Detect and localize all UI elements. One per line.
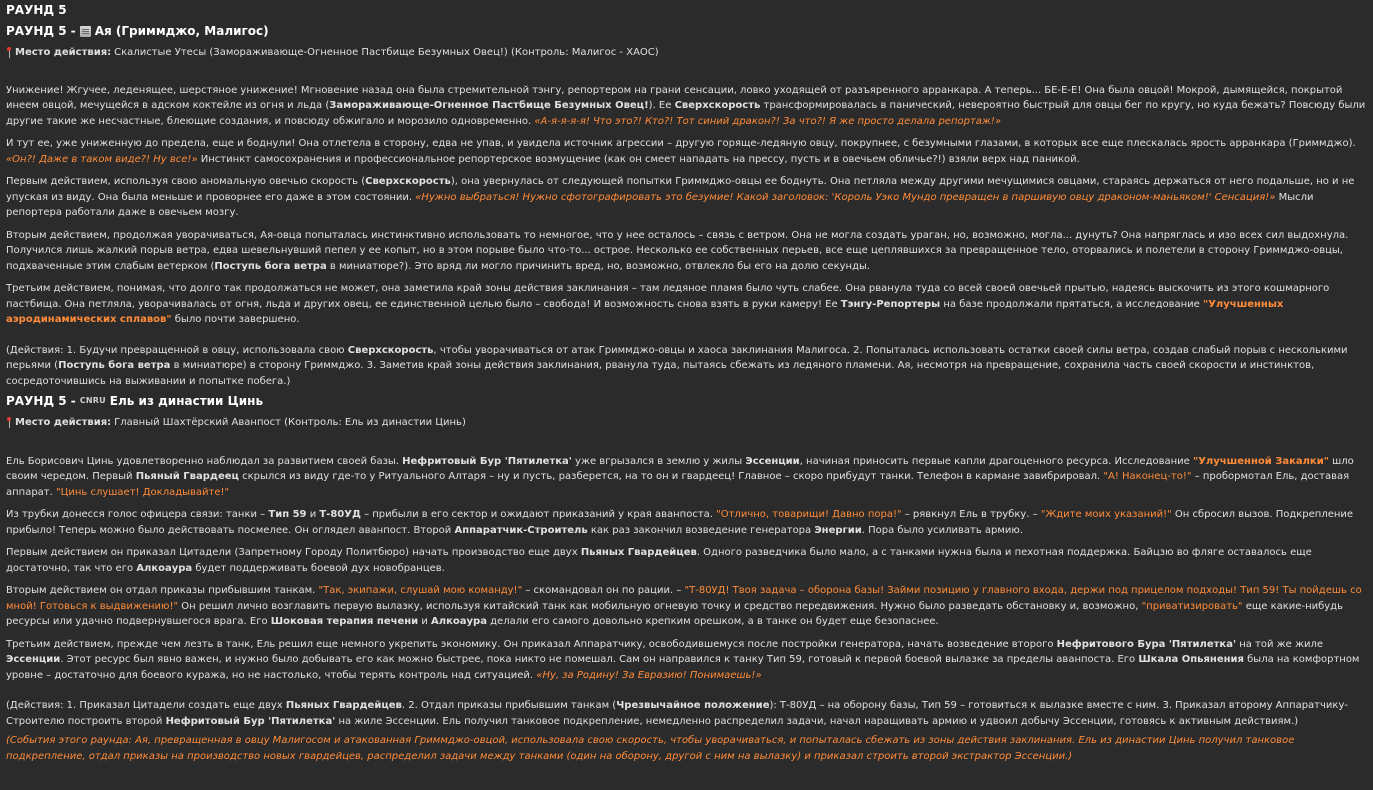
location-label: Место действия: bbox=[15, 417, 112, 428]
bold-text: Пьяных Гвардейцев bbox=[580, 547, 697, 558]
text: – пробормотал Ель, доставая аппарат. bbox=[6, 471, 1350, 498]
location-line bbox=[6, 415, 1367, 431]
round-label: РАУНД 5 bbox=[6, 3, 67, 17]
text: . 2. Отдал приказы прибывшим танкам ( bbox=[401, 700, 617, 711]
text: и bbox=[306, 509, 320, 520]
bold-text: Поступь бога ветра bbox=[58, 360, 171, 371]
spacer bbox=[6, 690, 1367, 698]
heading-name: Ая (Гриммджо, Малигос) bbox=[94, 24, 269, 38]
text: Инстинкт самосохранения и профессиональное репортерское возмущение (как он смеет нападать на прессу, пусть и в овечьем обличье?!) взяли верх над паникой. bbox=[197, 153, 1080, 165]
heading-prefix: РАУНД 5 - bbox=[6, 394, 76, 408]
text: Третьим действием, понимая, что долго так продолжаться не может, она заметила край зоны действия заклинания – там ледяное пламя было чуть слабее. Она рванула туда со всей своей овечьей прытью, надеясь выскочить из этого кошмарного пастбища. Она петляла, уворачивалась от огня, льда и других овец, ее единственной целью было – свобода! И возможность снова взять в руки камеру! Ее bbox=[6, 283, 1330, 310]
quote-text: «Ну, за Родину! За Евразию! Понимаешь!» bbox=[536, 669, 762, 681]
quote-text: "Отлично, товарищи! Давно пора!" bbox=[716, 509, 902, 520]
spacer bbox=[6, 335, 1367, 343]
text: Унижение! Жгучее, леденящее, шерстяное унижение! Мгновение назад она была стремительной тэнгу, репортером на грани сенсации, ловко уходящей от разъяренного арранкара. А теперь... БЕ-Е-Е! Она была овцой! Мокрой, дымящейся, покрытой инеем овцой, мечущейся в адском коктейле из огня и льда ( bbox=[6, 84, 1343, 111]
bold-text: Нефритового Бура 'Пятилетка' bbox=[1056, 638, 1237, 650]
spacer bbox=[6, 437, 1367, 454]
bold-text: Шоковая терапия печени bbox=[270, 616, 419, 627]
book-icon bbox=[80, 26, 91, 37]
text: ): Т-80УД – на оборону базы, Тип 59 – готовиться к вылазке вместе с ним. 3. Приказал второму Аппаратчику-Строителю построить второй bbox=[6, 700, 1348, 727]
bold-text: Чрезвычайное положение bbox=[616, 700, 770, 711]
text: Мысли репортера работали даже в овечьем мозгу. bbox=[6, 191, 1314, 218]
flag-cn-icon: CNRU bbox=[79, 396, 106, 405]
text: будет поддерживать боевой дух новобранцев. bbox=[192, 562, 445, 574]
bold-text: Пьяных Гвардейцев bbox=[285, 700, 402, 711]
quote-text: «Он?! Даже в таком виде?! Ну все!» bbox=[6, 153, 198, 165]
location-text: Главный Шахтёрский Аванпост (Контроль: Ель из династии Цинь) bbox=[114, 417, 466, 428]
heading-name: Ель из династии Цинь bbox=[109, 394, 264, 408]
text: в миниатюре?). Это вряд ли могло причинить вред, но, возможно, отвлекло бы его на долю секунды. bbox=[326, 260, 871, 272]
text: ). Ее bbox=[648, 100, 675, 111]
bold-text: Эссенции bbox=[745, 455, 800, 467]
text: , начиная приносить первые капли драгоценного ресурса. Исследование bbox=[799, 455, 1194, 467]
text: на той же жиле bbox=[1236, 638, 1324, 650]
text: Вторым действием, продолжая уворачиваться, Ая-овца попыталась инстинктивно использовать то немногое, что у нее осталось – связь с ветром. Она не могла создать ураган, но, возможно, могла... дунуть? Она напряглась и изо всех сил выдохнула. Получился лишь жалкий порыв ветра, едва шевельнувший пепел у ее копыт, но в этом порыве было что-то... острое. Несколько ее собственных перьев, все еще цеплявшихся за превращенное тело, оторвались и полетели в сторону Гриммджо-овцы, подхваченные этим слабым ветерком ( bbox=[6, 229, 1349, 272]
spacer bbox=[6, 67, 1367, 83]
text: – прибыли в его сектор и ожидают приказаний у края аванпоста. bbox=[360, 509, 717, 520]
bold-text: Нефритовый Бур 'Пятилетка' bbox=[165, 715, 336, 727]
highlight-text: "Улучшенных аэродинамических сплавов" bbox=[6, 298, 1284, 325]
paragraph bbox=[6, 83, 1367, 130]
text: скрылся из виду где-то у Ритуального Алтаря – ну и пусть, разберется, на то он и гвардеец! Главное – скоро прибудут танки. Телефон в кармане завибрировал. bbox=[238, 471, 1104, 482]
text: в миниатюре) в сторону Гриммджо. 3. Заметив край зоны действия заклинания, рванула туда, пытаясь сбежать из ледяного пламени. Ая, несмотря на превращение, сохранила часть своей скорости и инстинктов, сосредоточившись на выживании и попытке побега.) bbox=[6, 360, 1315, 387]
bold-text: Эссенции bbox=[6, 654, 61, 665]
paragraph bbox=[6, 136, 1367, 167]
quote-text: "Цинь слушает! Докладывайте!" bbox=[56, 486, 230, 498]
text: на жиле Эссенции. Ель получил танковое подкрепление, немедленно распределил задачи, начал наращивать армию и удвоил добычу Эссенции, готовясь к активным действиям.) bbox=[335, 715, 1299, 727]
bold-text: Замораживающе-Огненное Пастбище Безумных Овец! bbox=[329, 100, 649, 111]
quote-text: "А! Наконец-то!" bbox=[1103, 471, 1192, 482]
location-label: Место действия: bbox=[15, 47, 112, 58]
text: (Действия: 1. Будучи превращенной в овцу, использовала свою bbox=[6, 344, 348, 356]
bold-text: Сверхскорость bbox=[674, 100, 761, 111]
text: И тут ее, уже униженную до предела, еще и боднули! Она отлетела в сторону, едва не упав, и увидела источник агрессии – другую горяще-ледяную овцу, покрупнее, с безумными глазами, в которых все еще плескалась ярость арранкара (Гриммджо). bbox=[6, 138, 1356, 149]
pushpin-icon bbox=[6, 417, 12, 429]
bold-text: Алкоаура bbox=[136, 562, 193, 574]
text: Вторым действием он отдал приказы прибывшим танкам. bbox=[6, 585, 319, 596]
paragraph bbox=[6, 583, 1367, 630]
paragraph bbox=[6, 545, 1367, 576]
text: Он сбросил вызов. Подкрепление прибыло! Теперь можно было действовать посмелее. Он оглядел аванпост. Второй bbox=[6, 509, 1354, 536]
round-summary: (События этого раунда: Ая, превращенная в овцу Малигосом и атакованная Гриммджо-овцой, использовала свою скорость, чтобы уворачиваться, и попыталась сбежать из зоны действия заклинания. Ель из династии Цинь получил танковое подкрепление, отдал приказы на производство новых гвардейцев, распределил задачи между танками (один на оборону, другой с ним на вылазку) и приказал строить второй экстрактор Эссенции.) bbox=[6, 735, 1295, 762]
bold-text: Энергии bbox=[814, 524, 862, 536]
bold-text: Аппаратчик-Строитель bbox=[454, 524, 588, 536]
paragraph bbox=[6, 281, 1367, 328]
text: трансформировалась в панический, невероятно быстрый для овцы бег по кругу, но куда бежать? Повсюду были другие такие же несчастные, блеющие создания, и повсюду обжигало и морозило одновременно. bbox=[6, 100, 1366, 127]
quote-text: "приватизировать" bbox=[1141, 600, 1243, 612]
pushpin-icon bbox=[6, 47, 12, 59]
text: была на комфортном уровне – достаточно для боевого куража, но не настолько, чтобы терять контроль над ситуацией. bbox=[6, 654, 1360, 681]
text: и bbox=[418, 616, 432, 627]
paragraph bbox=[6, 637, 1367, 684]
bold-text: Нефритовый Бур 'Пятилетка' bbox=[402, 455, 572, 467]
actions-paragraph bbox=[6, 698, 1367, 729]
text: шло своим чередом. Первый bbox=[6, 455, 1354, 482]
location-line bbox=[6, 45, 1367, 61]
text: (Действия: 1. Приказал Цитадели создать еще двух bbox=[6, 700, 286, 711]
quote-text: "Ждите моих указаний!" bbox=[1040, 509, 1172, 520]
paragraph bbox=[6, 228, 1367, 275]
quote-text: «Нужно выбраться! Нужно сфотографировать это безумие! Какой заголовок: 'Король Уэко Мундо превращен в паршивую овцу драконом-маньяком!' Сенсация!» bbox=[415, 191, 1276, 203]
quote-text: "Т-80УД! Твоя задача – оборона базы! Займи позицию у главного входа, держи под прицелом подходы! Тип 59! Ты пойдешь со мной! Готовься к выдвижению!" bbox=[6, 585, 1362, 612]
text: Первым действием, используя свою аномальную овечью скорость ( bbox=[6, 176, 366, 187]
bold-text: Тэнгу-Репортеры bbox=[840, 298, 941, 310]
text: Ель Борисович Цинь удовлетворенно наблюдал за развитием своей базы. bbox=[6, 455, 403, 467]
actions-paragraph bbox=[6, 343, 1367, 390]
paragraph bbox=[6, 454, 1367, 501]
text: Первым действием он приказал Цитадели (Запретному Городу Политбюро) начать производство еще двух bbox=[6, 547, 581, 558]
text: еще какие-нибудь ресурсы или удачно подвернувшегося врага. Его bbox=[6, 600, 1343, 627]
bold-text: Сверхскорость bbox=[347, 344, 434, 356]
bold-text: Сверхскорость bbox=[365, 176, 451, 187]
quote-text: «А-я-я-я-я! Что это?! Кто?! Тот синий дракон?! За что?! Я же просто делала репортаж!» bbox=[534, 115, 1002, 127]
bold-text: Тип 59 bbox=[268, 509, 307, 520]
text: , чтобы уворачиваться от атак Гриммджо-овцы и хаоса заклинания Малигоса. 2. Попыталась использовать остатки своей силы ветра, создав слабый порыв с несколькими перьями ( bbox=[6, 344, 1348, 371]
quote-text: "Так, экипажи, слушай мою команду!" bbox=[318, 585, 523, 596]
section-heading-el bbox=[6, 393, 1367, 409]
heading-prefix: РАУНД 5 - bbox=[6, 24, 76, 38]
bold-text: Т-80УД bbox=[319, 509, 361, 520]
text: уже вгрызался в землю у жилы bbox=[571, 455, 746, 467]
text: . Одного разведчика было мало, а с танками нужна была и пехотная поддержка. Байцзю во фляге оставалось еще достаточно, так что его bbox=[6, 547, 1312, 574]
bold-text: Шкала Опьянения bbox=[1138, 654, 1244, 665]
text: как раз закончил возведение генератора bbox=[587, 524, 815, 536]
text: . Этот ресурс был явно важен, и нужно было добывать его как можно быстрее, пока никто не помешал. Сам он направился к танку Тип 59, готовый к первой боевой вылазке за пределы аванпоста. Его bbox=[60, 654, 1139, 665]
bold-text: Пьяный Гвардеец bbox=[135, 471, 239, 482]
text: . Пора было усиливать армию. bbox=[861, 524, 1024, 536]
bold-text: Алкоаура bbox=[431, 616, 487, 627]
highlight-text: "Улучшенной Закалки" bbox=[1193, 455, 1329, 467]
text: на базе продолжали прятаться, а исследование bbox=[940, 298, 1203, 310]
paragraph bbox=[6, 174, 1367, 221]
text: было почти завершено. bbox=[171, 314, 300, 325]
text: Третьим действием, прежде чем лезть в танк, Ель решил еще немного укрепить экономику. Он приказал Аппаратчику, освободившемуся после постройки генератора, начать возведение второго bbox=[6, 638, 1057, 650]
text: ), она увернулась от следующей попытки Гриммджо-овцы ее боднуть. Она петляла между другими мечущимися овцами, стараясь держаться от него подальше, но и не упуская из виду. Она была меньше и проворнее его даже в этом состоянии. bbox=[6, 176, 1355, 203]
text: Он решил лично возглавить первую вылазку, используя китайский танк как мобильную огневую точку и средство передвижения. Нужно было разведать обстановку и, возможно, bbox=[178, 600, 1142, 612]
text: делали его самого довольно крепким орешком, а в танке он будет еще безопаснее. bbox=[486, 616, 939, 627]
location-text: Скалистые Утесы (Замораживающе-Огненное Пастбище Безумных Овец!) (Контроль: Малигос - ХАОС) bbox=[114, 47, 659, 58]
bold-text: Поступь бога ветра bbox=[214, 260, 327, 272]
paragraph bbox=[6, 507, 1367, 538]
text: – скомандовал он по рации. – bbox=[522, 585, 685, 596]
text: Из трубки донесся голос офицера связи: танки – bbox=[6, 509, 269, 520]
section-heading-aya bbox=[6, 23, 1367, 39]
text: – рявкнул Ель в трубку. – bbox=[901, 509, 1041, 520]
